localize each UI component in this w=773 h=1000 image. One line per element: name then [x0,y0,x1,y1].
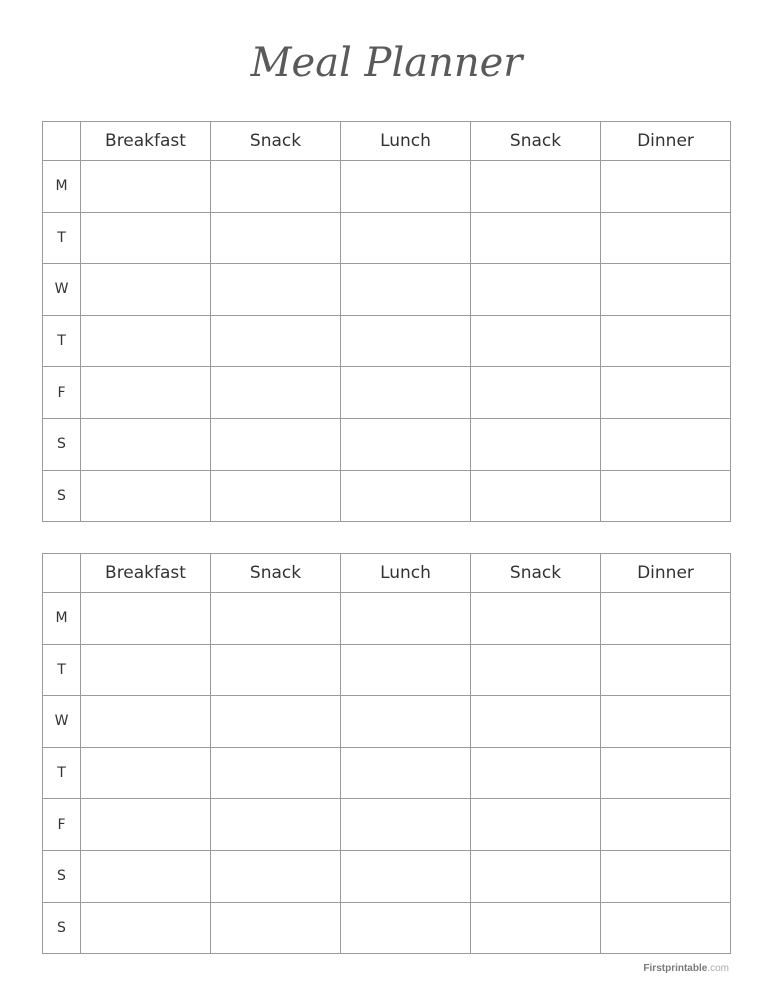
corner-cell [43,554,81,593]
meal-cell[interactable] [211,161,341,213]
column-header-breakfast: Breakfast [81,554,211,593]
meal-cell[interactable] [471,470,601,522]
table-row [43,264,731,316]
meal-cell[interactable] [341,212,471,264]
table-row [43,470,731,522]
corner-cell [43,122,81,161]
column-header-snack: Snack [211,554,341,593]
day-label: W [43,696,81,748]
meal-cell[interactable] [471,747,601,799]
column-header-snack: Snack [211,122,341,161]
meal-planner-table-1 [42,121,731,522]
meal-cell[interactable] [211,593,341,645]
table-row [43,644,731,696]
column-header-snack: Snack [471,122,601,161]
column-header-lunch: Lunch [341,554,471,593]
meal-cell[interactable] [471,593,601,645]
column-header-lunch: Lunch [341,122,471,161]
meal-cell[interactable] [471,367,601,419]
table-row [43,161,731,213]
meal-cell[interactable] [211,418,341,470]
meal-cell[interactable] [81,367,211,419]
meal-cell[interactable] [211,315,341,367]
footer-credit [643,963,729,974]
meal-cell[interactable] [601,747,731,799]
meal-cell[interactable] [211,850,341,902]
meal-cell[interactable] [81,418,211,470]
meal-cell[interactable] [211,799,341,851]
meal-cell[interactable] [341,644,471,696]
meal-cell[interactable] [341,418,471,470]
meal-cell[interactable] [341,593,471,645]
header-row [43,554,731,593]
meal-cell[interactable] [341,367,471,419]
meal-cell[interactable] [211,367,341,419]
day-label: W [43,264,81,316]
table-row [43,367,731,419]
meal-cell[interactable] [81,212,211,264]
meal-cell[interactable] [211,212,341,264]
meal-cell[interactable] [601,161,731,213]
meal-planner-table-2 [42,553,731,954]
meal-cell[interactable] [341,850,471,902]
column-header-snack: Snack [471,554,601,593]
table-row [43,212,731,264]
meal-cell[interactable] [81,747,211,799]
meal-cell[interactable] [601,799,731,851]
meal-cell[interactable] [211,470,341,522]
meal-cell[interactable] [211,902,341,954]
meal-cell[interactable] [601,902,731,954]
meal-cell[interactable] [81,644,211,696]
meal-cell[interactable] [601,593,731,645]
meal-cell[interactable] [81,315,211,367]
meal-cell[interactable] [601,696,731,748]
day-label: S [43,418,81,470]
table-row [43,696,731,748]
meal-cell[interactable] [471,644,601,696]
column-header-dinner: Dinner [601,122,731,161]
day-label: M [43,161,81,213]
meal-cell[interactable] [211,747,341,799]
meal-cell[interactable] [471,212,601,264]
column-header-dinner: Dinner [601,554,731,593]
meal-cell[interactable] [341,161,471,213]
meal-cell[interactable] [81,696,211,748]
table-row [43,902,731,954]
day-label: T [43,315,81,367]
table-row [43,418,731,470]
meal-cell[interactable] [341,902,471,954]
day-label: T [43,644,81,696]
day-label: S [43,850,81,902]
meal-cell[interactable] [471,799,601,851]
meal-cell[interactable] [81,799,211,851]
meal-cell[interactable] [341,799,471,851]
meal-cell[interactable] [601,212,731,264]
footer-domain: .com [707,963,729,974]
meal-cell[interactable] [601,850,731,902]
meal-cell[interactable] [601,315,731,367]
meal-cell[interactable] [81,161,211,213]
meal-cell[interactable] [81,593,211,645]
day-label: T [43,212,81,264]
table-row [43,747,731,799]
meal-cell[interactable] [211,264,341,316]
meal-cell[interactable] [601,264,731,316]
day-label: T [43,747,81,799]
meal-cell[interactable] [211,696,341,748]
meal-cell[interactable] [341,696,471,748]
meal-cell[interactable] [471,696,601,748]
meal-cell[interactable] [211,644,341,696]
table-row [43,799,731,851]
meal-cell[interactable] [601,644,731,696]
table-row [43,315,731,367]
meal-cell[interactable] [601,470,731,522]
footer-brand: Firstprintable [643,963,708,974]
meal-cell[interactable] [81,470,211,522]
meal-cell[interactable] [471,161,601,213]
meal-cell[interactable] [81,264,211,316]
meal-cell[interactable] [601,367,731,419]
meal-cell[interactable] [471,902,601,954]
meal-cell[interactable] [341,264,471,316]
meal-cell[interactable] [601,418,731,470]
day-label: F [43,367,81,419]
meal-cell[interactable] [341,315,471,367]
header-row [43,122,731,161]
meal-cell[interactable] [341,470,471,522]
day-label: M [43,593,81,645]
meal-cell[interactable] [471,264,601,316]
column-header-breakfast: Breakfast [81,122,211,161]
meal-cell[interactable] [81,850,211,902]
meal-cell[interactable] [81,902,211,954]
day-label: F [43,799,81,851]
meal-cell[interactable] [471,850,601,902]
day-label: S [43,902,81,954]
day-label: S [43,470,81,522]
table-row [43,593,731,645]
table-row [43,850,731,902]
meal-cell[interactable] [341,747,471,799]
page-title: Meal Planner [250,40,523,86]
meal-cell[interactable] [471,315,601,367]
meal-cell[interactable] [471,418,601,470]
